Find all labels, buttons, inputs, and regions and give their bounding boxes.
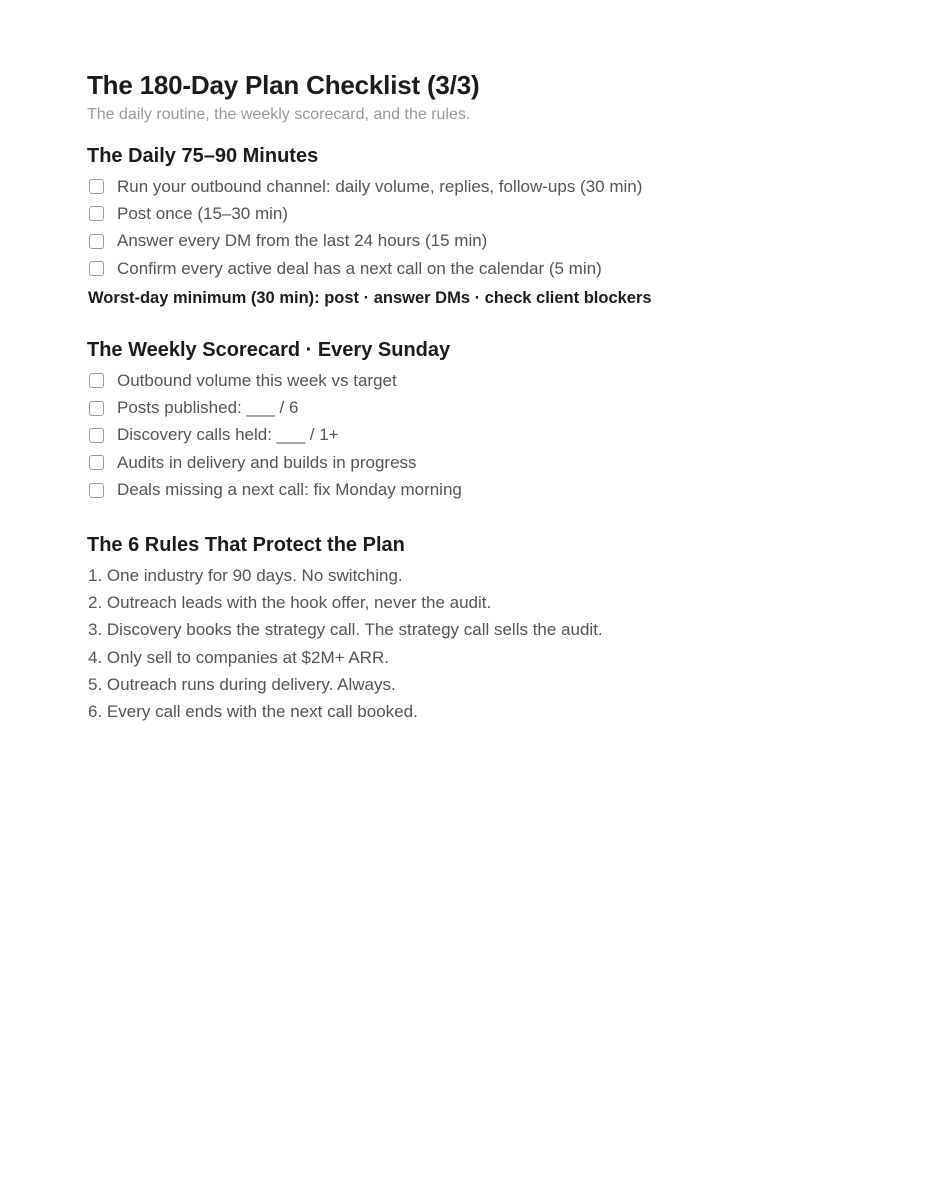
- checkbox[interactable]: [89, 483, 104, 498]
- weekly-item-label: Outbound volume this week vs target: [117, 370, 397, 390]
- checkbox[interactable]: [89, 206, 104, 221]
- weekly-item-label: Posts published: ___ / 6: [117, 398, 299, 418]
- weekly-item[interactable]: [87, 422, 928, 449]
- worst-day-minimum-note: Worst-day minimum (30 min): post · answer DMs · check client blockers: [88, 289, 652, 308]
- rule-item: 5. Outreach runs during delivery. Always.: [88, 674, 396, 694]
- daily-item-label: Answer every DM from the last 24 hours (15 min): [117, 231, 488, 251]
- rule-item: 1. One industry for 90 days. No switching.: [88, 565, 403, 585]
- checkbox[interactable]: [89, 234, 104, 249]
- page-subtitle: The daily routine, the weekly scorecard, and the rules.: [87, 106, 471, 123]
- weekly-item-label: Discovery calls held: ___ / 1+: [117, 425, 339, 445]
- checkbox[interactable]: [89, 455, 104, 470]
- daily-item[interactable]: [87, 228, 928, 255]
- checkbox[interactable]: [89, 401, 104, 416]
- rules-heading: The 6 Rules That Protect the Plan: [87, 533, 405, 556]
- checkbox[interactable]: [89, 179, 104, 194]
- daily-section: [87, 143, 928, 309]
- rules-list: [87, 562, 928, 726]
- daily-checklist: [87, 173, 928, 282]
- rule-item: 6. Every call ends with the next call booked.: [88, 702, 418, 722]
- weekly-heading: The Weekly Scorecard · Every Sunday: [87, 339, 451, 362]
- checkbox[interactable]: [89, 428, 104, 443]
- weekly-item[interactable]: [87, 449, 928, 476]
- weekly-item[interactable]: [87, 367, 928, 394]
- weekly-item-label: Audits in delivery and builds in progress: [117, 452, 417, 472]
- rule-item: 4. Only sell to companies at $2M+ ARR.: [88, 647, 389, 667]
- weekly-checklist: [87, 367, 928, 503]
- daily-item[interactable]: [87, 255, 928, 282]
- weekly-item[interactable]: [87, 394, 928, 421]
- rule-item: 3. Discovery books the strategy call. The strategy call sells the audit.: [88, 620, 603, 640]
- weekly-item-label: Deals missing a next call: fix Monday morning: [117, 480, 462, 500]
- weekly-item[interactable]: [87, 476, 928, 503]
- daily-item-label: Confirm every active deal has a next call on the calendar (5 min): [117, 258, 602, 278]
- daily-heading: The Daily 75–90 Minutes: [87, 145, 319, 167]
- daily-item[interactable]: [87, 200, 928, 227]
- checkbox[interactable]: [89, 373, 104, 388]
- rule-item: 2. Outreach leads with the hook offer, never the audit.: [88, 592, 492, 612]
- page-title: The 180-Day Plan Checklist (3/3): [87, 70, 480, 100]
- weekly-section: [87, 337, 928, 503]
- rules-section: [87, 532, 928, 726]
- daily-item-label: Post once (15–30 min): [117, 203, 289, 223]
- checkbox[interactable]: [89, 261, 104, 276]
- daily-item-label: Run your outbound channel: daily volume, replies, follow-ups (30 min): [117, 176, 643, 196]
- daily-item[interactable]: [87, 173, 928, 200]
